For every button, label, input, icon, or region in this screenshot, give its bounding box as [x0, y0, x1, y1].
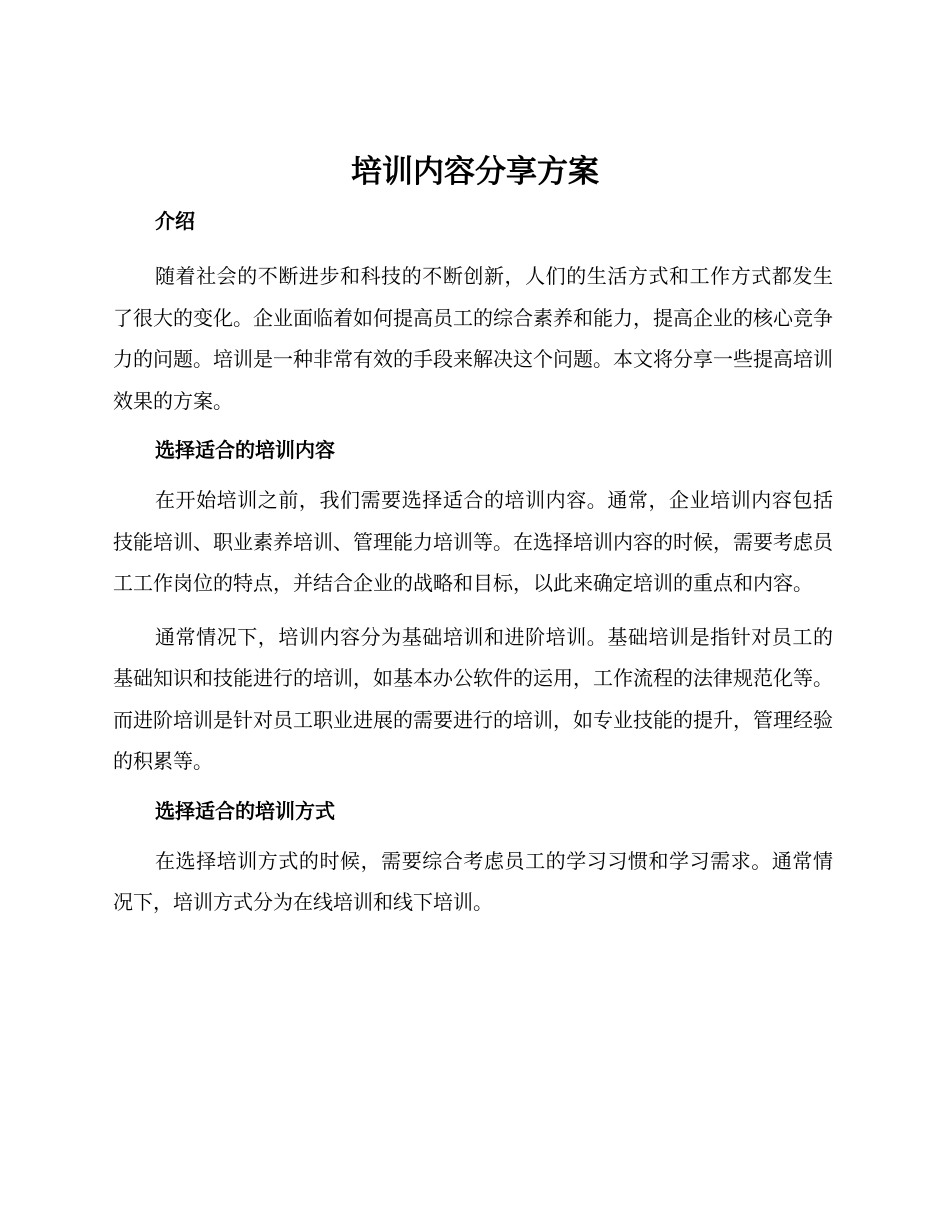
section-heading-intro: 介绍	[155, 209, 195, 233]
section-heading-content: 选择适合的培训内容	[155, 438, 335, 462]
section-heading-method: 选择适合的培训方式	[155, 798, 335, 823]
document-body	[113, 203, 833, 924]
paragraph: 在选择培训方式的时候，需要综合考虑员工的学习习惯和学习需求。通常情况下，培训方式分为在线培训和线下培训。	[113, 848, 833, 914]
paragraph: 通常情况下，培训内容分为基础培训和进阶培训。基础培训是指针对员工的基础知识和技能进行的培训，如基本办公软件的运用，工作流程的法律规范化等。而进阶培训是针对员工职业进展的需要进行的培训，如专业技能的提升，管理经验的积累等。	[113, 624, 833, 773]
paragraph: 随着社会的不断进步和科技的不断创新，人们的生活方式和工作方式都发生了很大的变化。企业面临着如何提高员工的综合素养和能力，提高企业的核心竞争力的问题。培训是一种非常有效的手段来解决这个问题。本文将分享一些提高培训效果的方案。	[113, 264, 833, 413]
paragraph: 在开始培训之前，我们需要选择适合的培训内容。通常，企业培训内容包括技能培训、职业素养培训、管理能力培训等。在选择培训内容的时候，需要考虑员工工作岗位的特点，并结合企业的战略和目标，以此来确定培训的重点和内容。	[113, 488, 833, 595]
document-title: 培训内容分享方案	[351, 154, 599, 190]
